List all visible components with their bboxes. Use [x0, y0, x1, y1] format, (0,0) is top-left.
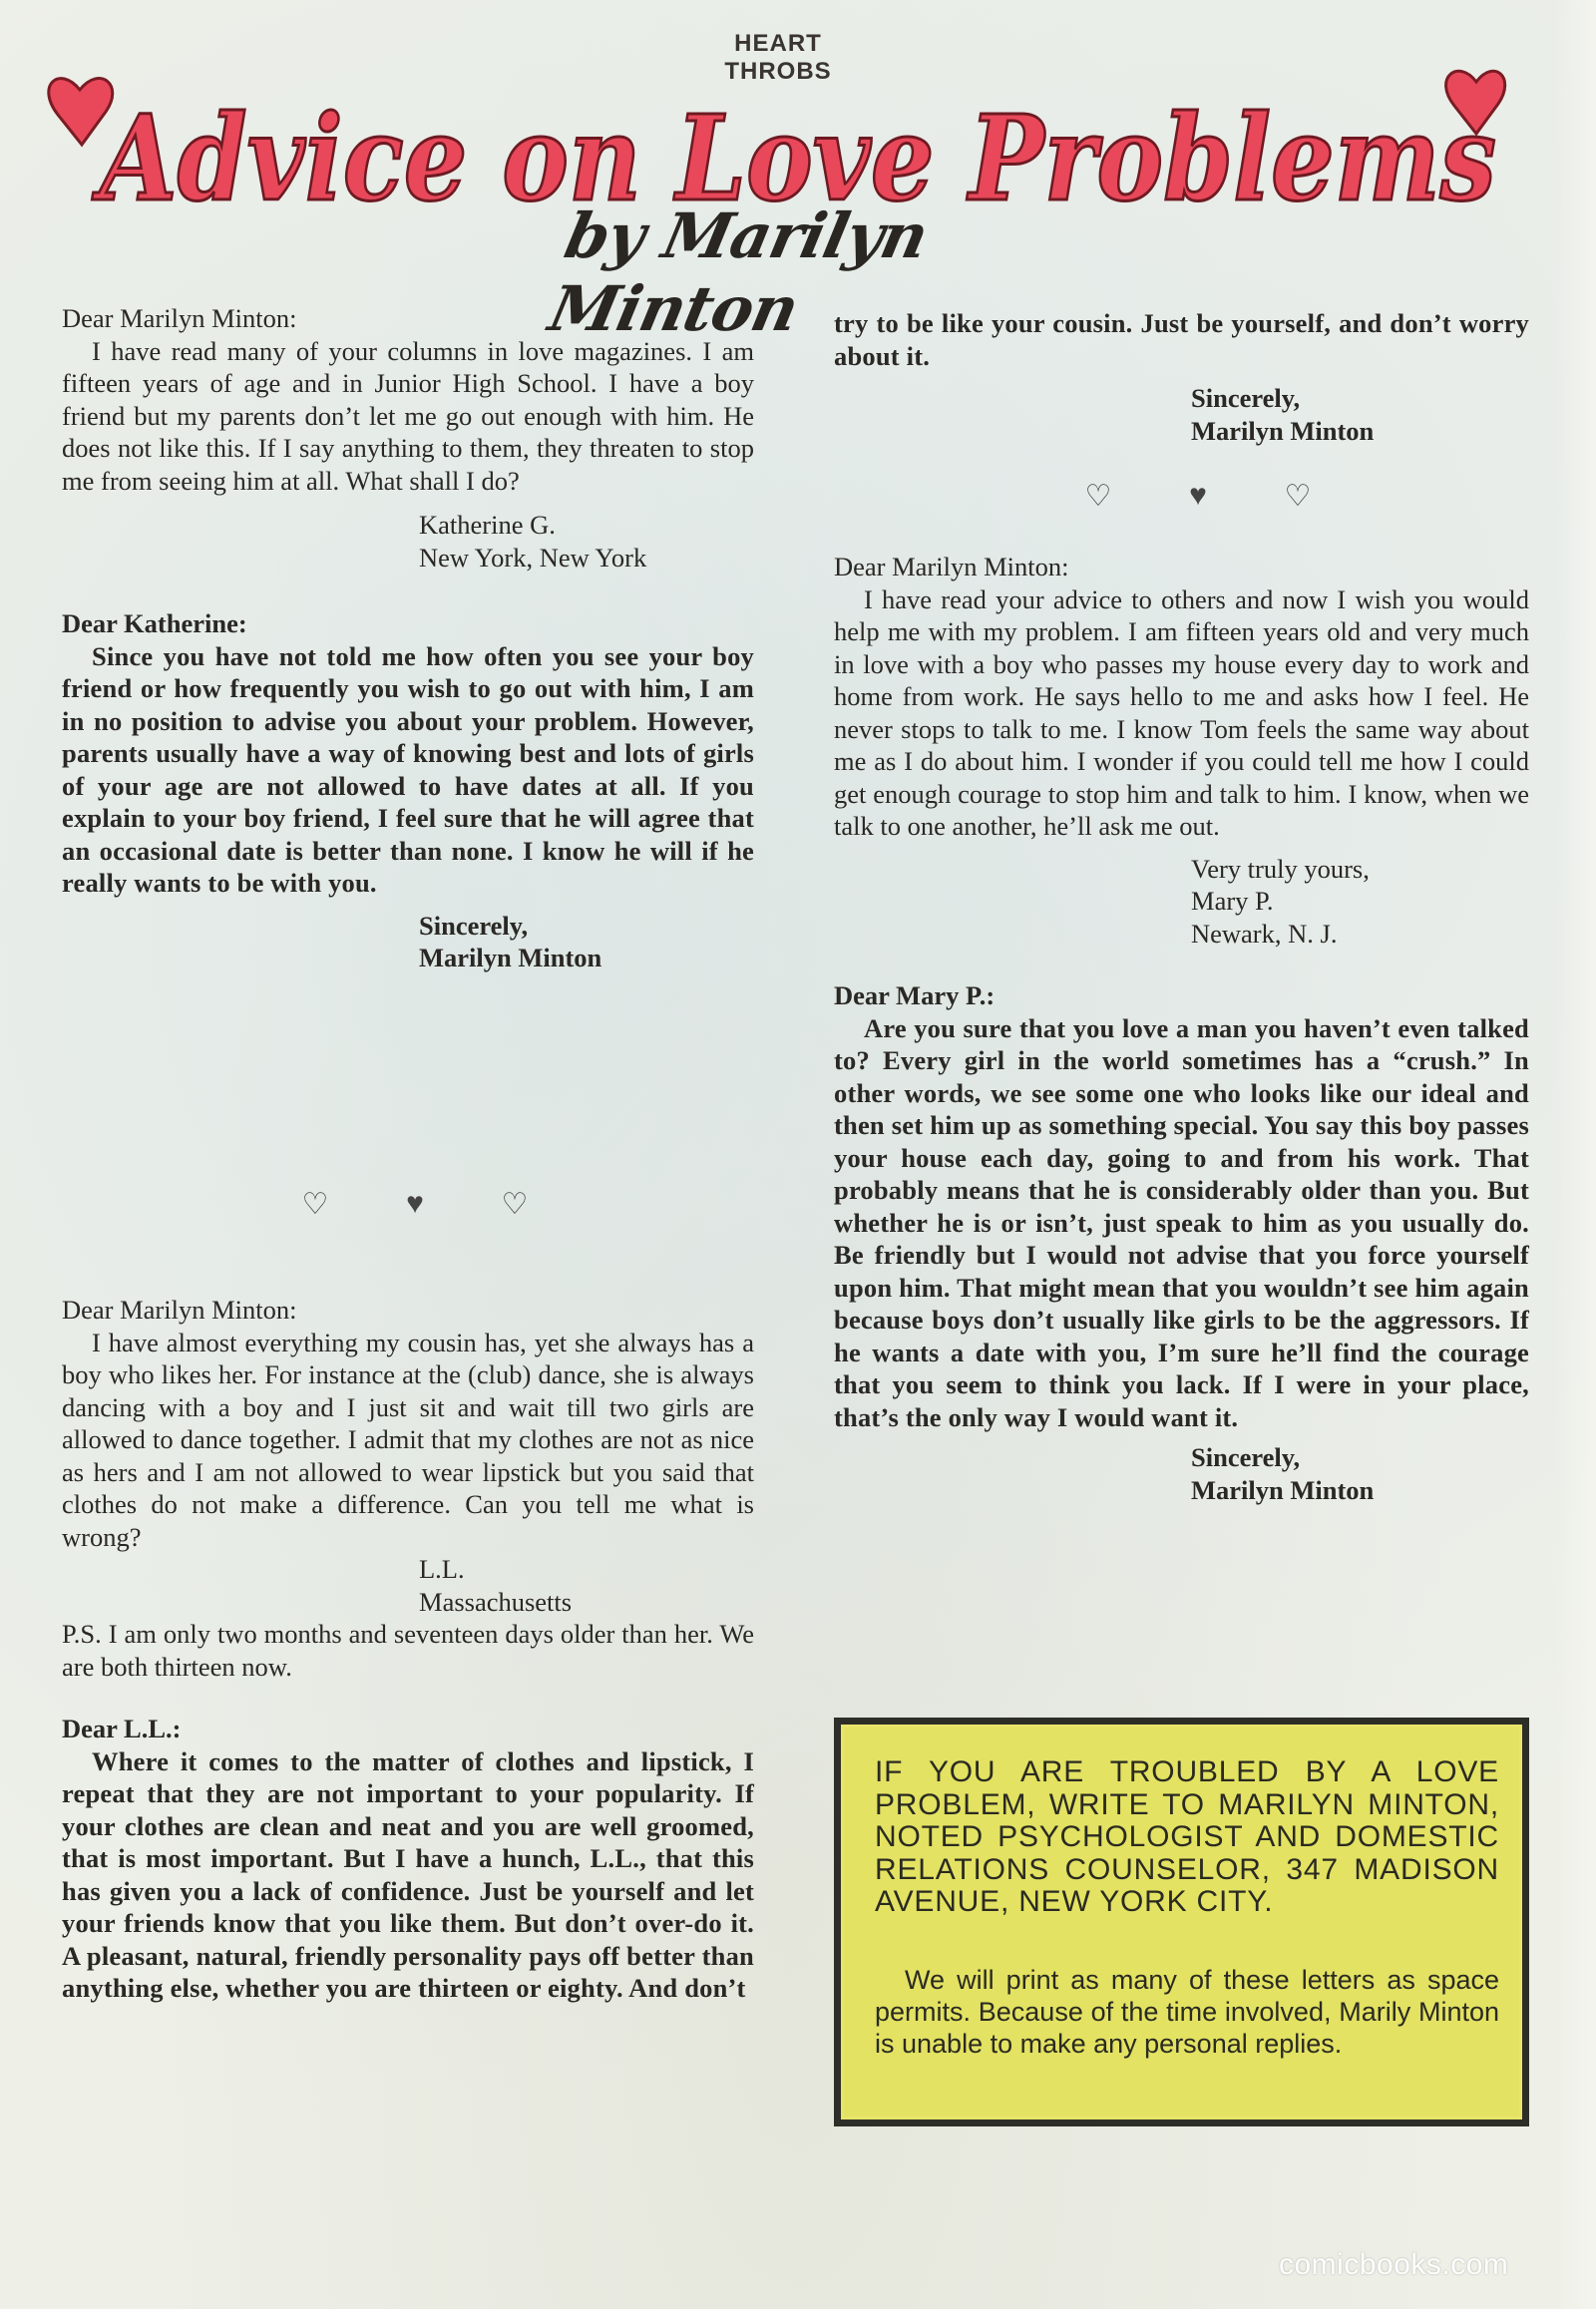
- byline: by Marilyn Minton: [543, 199, 935, 345]
- letter-salutation: Dear Marilyn Minton:: [62, 303, 297, 333]
- letter-salutation: Dear Marilyn Minton:: [62, 1295, 297, 1325]
- letter-signature-place: Newark, N. J.: [1191, 918, 1338, 949]
- reply-closing: Sincerely,: [419, 910, 529, 941]
- reply-salutation: Dear L.L.:: [62, 1714, 182, 1743]
- reply-continuation: try to be like your cousin. Just be yourself, and don’t worry about it.: [834, 308, 1529, 371]
- left-column: [62, 302, 754, 974]
- letter-signature-place: New York, New York: [419, 542, 647, 573]
- letter-signature-name: Mary P.: [1191, 886, 1274, 916]
- heart-outline-icon: ♡: [301, 1188, 329, 1221]
- title-text: Advice on Love Problems: [91, 89, 1496, 227]
- reply-closing: Sincerely,: [1191, 1442, 1301, 1472]
- letter-signature-name: L.L.: [419, 1554, 465, 1584]
- notice-note-text: We will print as many of these letters as space permits. Because of the time involved, Marily Minton is unable to make any personal replies.: [875, 1965, 1499, 2059]
- site-watermark: comicbooks.com: [1279, 2248, 1509, 2281]
- heart-outline-icon: ♡: [1284, 480, 1312, 513]
- heart-filled-icon: ♥: [1189, 479, 1207, 512]
- notice-main-text: IF YOU ARE TROUBLED BY A LOVE PROBLEM, WRITE TO MARILYN MINTON, NOTED PSYCHOLOGIST AND DOMESTIC RELATIONS COUNSELOR, 347 MADISON AVENUE, NEW YORK CITY.: [875, 1755, 1499, 1918]
- reply-signature: Marilyn Minton: [419, 943, 602, 972]
- heart-divider: [1084, 479, 1312, 514]
- letter-postscript: P.S. I am only two months and seventeen days older than her. We are both thirteen now.: [62, 1619, 754, 1682]
- letter-signature-name: Katherine G.: [419, 510, 556, 540]
- reply-salutation: Dear Mary P.:: [834, 980, 996, 1010]
- reply-closing: Sincerely,: [1191, 383, 1301, 413]
- heart-outline-icon: ♡: [501, 1188, 529, 1221]
- letter-salutation: Dear Marilyn Minton:: [834, 552, 1069, 581]
- left-column-lower: [62, 1294, 754, 2005]
- letter-signature-place: Massachusetts: [419, 1586, 573, 1617]
- series-title: HEART THROBS: [724, 30, 832, 85]
- reply-body: Where it comes to the matter of clothes and lipstick, I repeat that they are not important to your popularity. If your clothes are clean and neat and you are well groomed, that is most important. But I have a hunch, L.L., that this has given you a lack of confidence. Just be yourself and let your friends know that you like them. But don’t over-do it. A pleasant, natural, friendly personality pays off better than anything else, whether you are thirteen or eighty. And don’t: [62, 1745, 754, 2003]
- notice-box: [834, 1718, 1529, 2126]
- heart-outline-icon: ♡: [1084, 480, 1112, 513]
- reply-signature: Marilyn Minton: [1191, 415, 1375, 446]
- heart-filled-icon: ♥: [406, 1187, 424, 1220]
- reply-body: Are you sure that you love a man you haven’t even talked to? Every girl in the world sometimes has a “crush.” In other words, we see some one who looks like our ideal and then set him up as something special. You say this boy passes your house each day, going to and from his work. That probably means that he is considerably older than you. But whether he is or isn’t, just speak to him as you usually do. Be friendly but I would not advise that you force yourself upon him. That might mean that you wouldn’t see him again because boys don’t usually like girls to be the aggressors. If he wants a date with you, I’m sure he’ll find the courage that you seem to think you lack. If I were in your place, that’s the only way I would want it.: [834, 1012, 1529, 1432]
- reply-body: Since you have not told me how often you see your boy friend or how frequently you wish to go out with him, I am in no position to advise you about your problem. However, parents usually have a way of knowing best and lots of girls of your age are not allowed to have dates at all. If you explain to your boy friend, I feel sure that he will agree that an occasional date is better than none. I know he will if he really wants to be with you.: [62, 640, 754, 898]
- reply-signature: Marilyn Minton: [1191, 1474, 1375, 1505]
- letter-closing: Very truly yours,: [1191, 853, 1370, 884]
- letter-body: I have read your advice to others and now I wish you would help me with my problem. I am fifteen years old and very much in love with a boy who passes my house every day to work and home from work. He says hello to me and asks how I feel. He never stops to talk to me. I know Tom feels the same way about me as I do about him. I wonder if you could tell me how I could get enough courage to stop him and talk to him. I know, when we talk to one another, he’ll ask me out.: [834, 583, 1529, 841]
- heart-divider: [301, 1187, 529, 1222]
- letter-body: I have almost everything my cousin has, yet she always has a boy who likes her. For instance at the (club) dance, she is always dancing with a boy and I just sit and wait till two girls are allowed to dance together. I admit that my clothes are not as nice as hers and I am not allowed to wear lipstick but you said that clothes do not make a difference. Can you tell me what is wrong?: [62, 1327, 754, 1552]
- letter-body: I have read many of your columns in love magazines. I am fifteen years of age and in Junior High School. I have a boy friend but my parents don’t let me go out enough with him. He does not like this. If I say anything to them, they threaten to stop me from seeing him at all. What shall I do?: [62, 335, 754, 496]
- reply-salutation: Dear Katherine:: [62, 608, 247, 638]
- right-column: [834, 307, 1529, 447]
- right-column-middle: [834, 551, 1529, 1506]
